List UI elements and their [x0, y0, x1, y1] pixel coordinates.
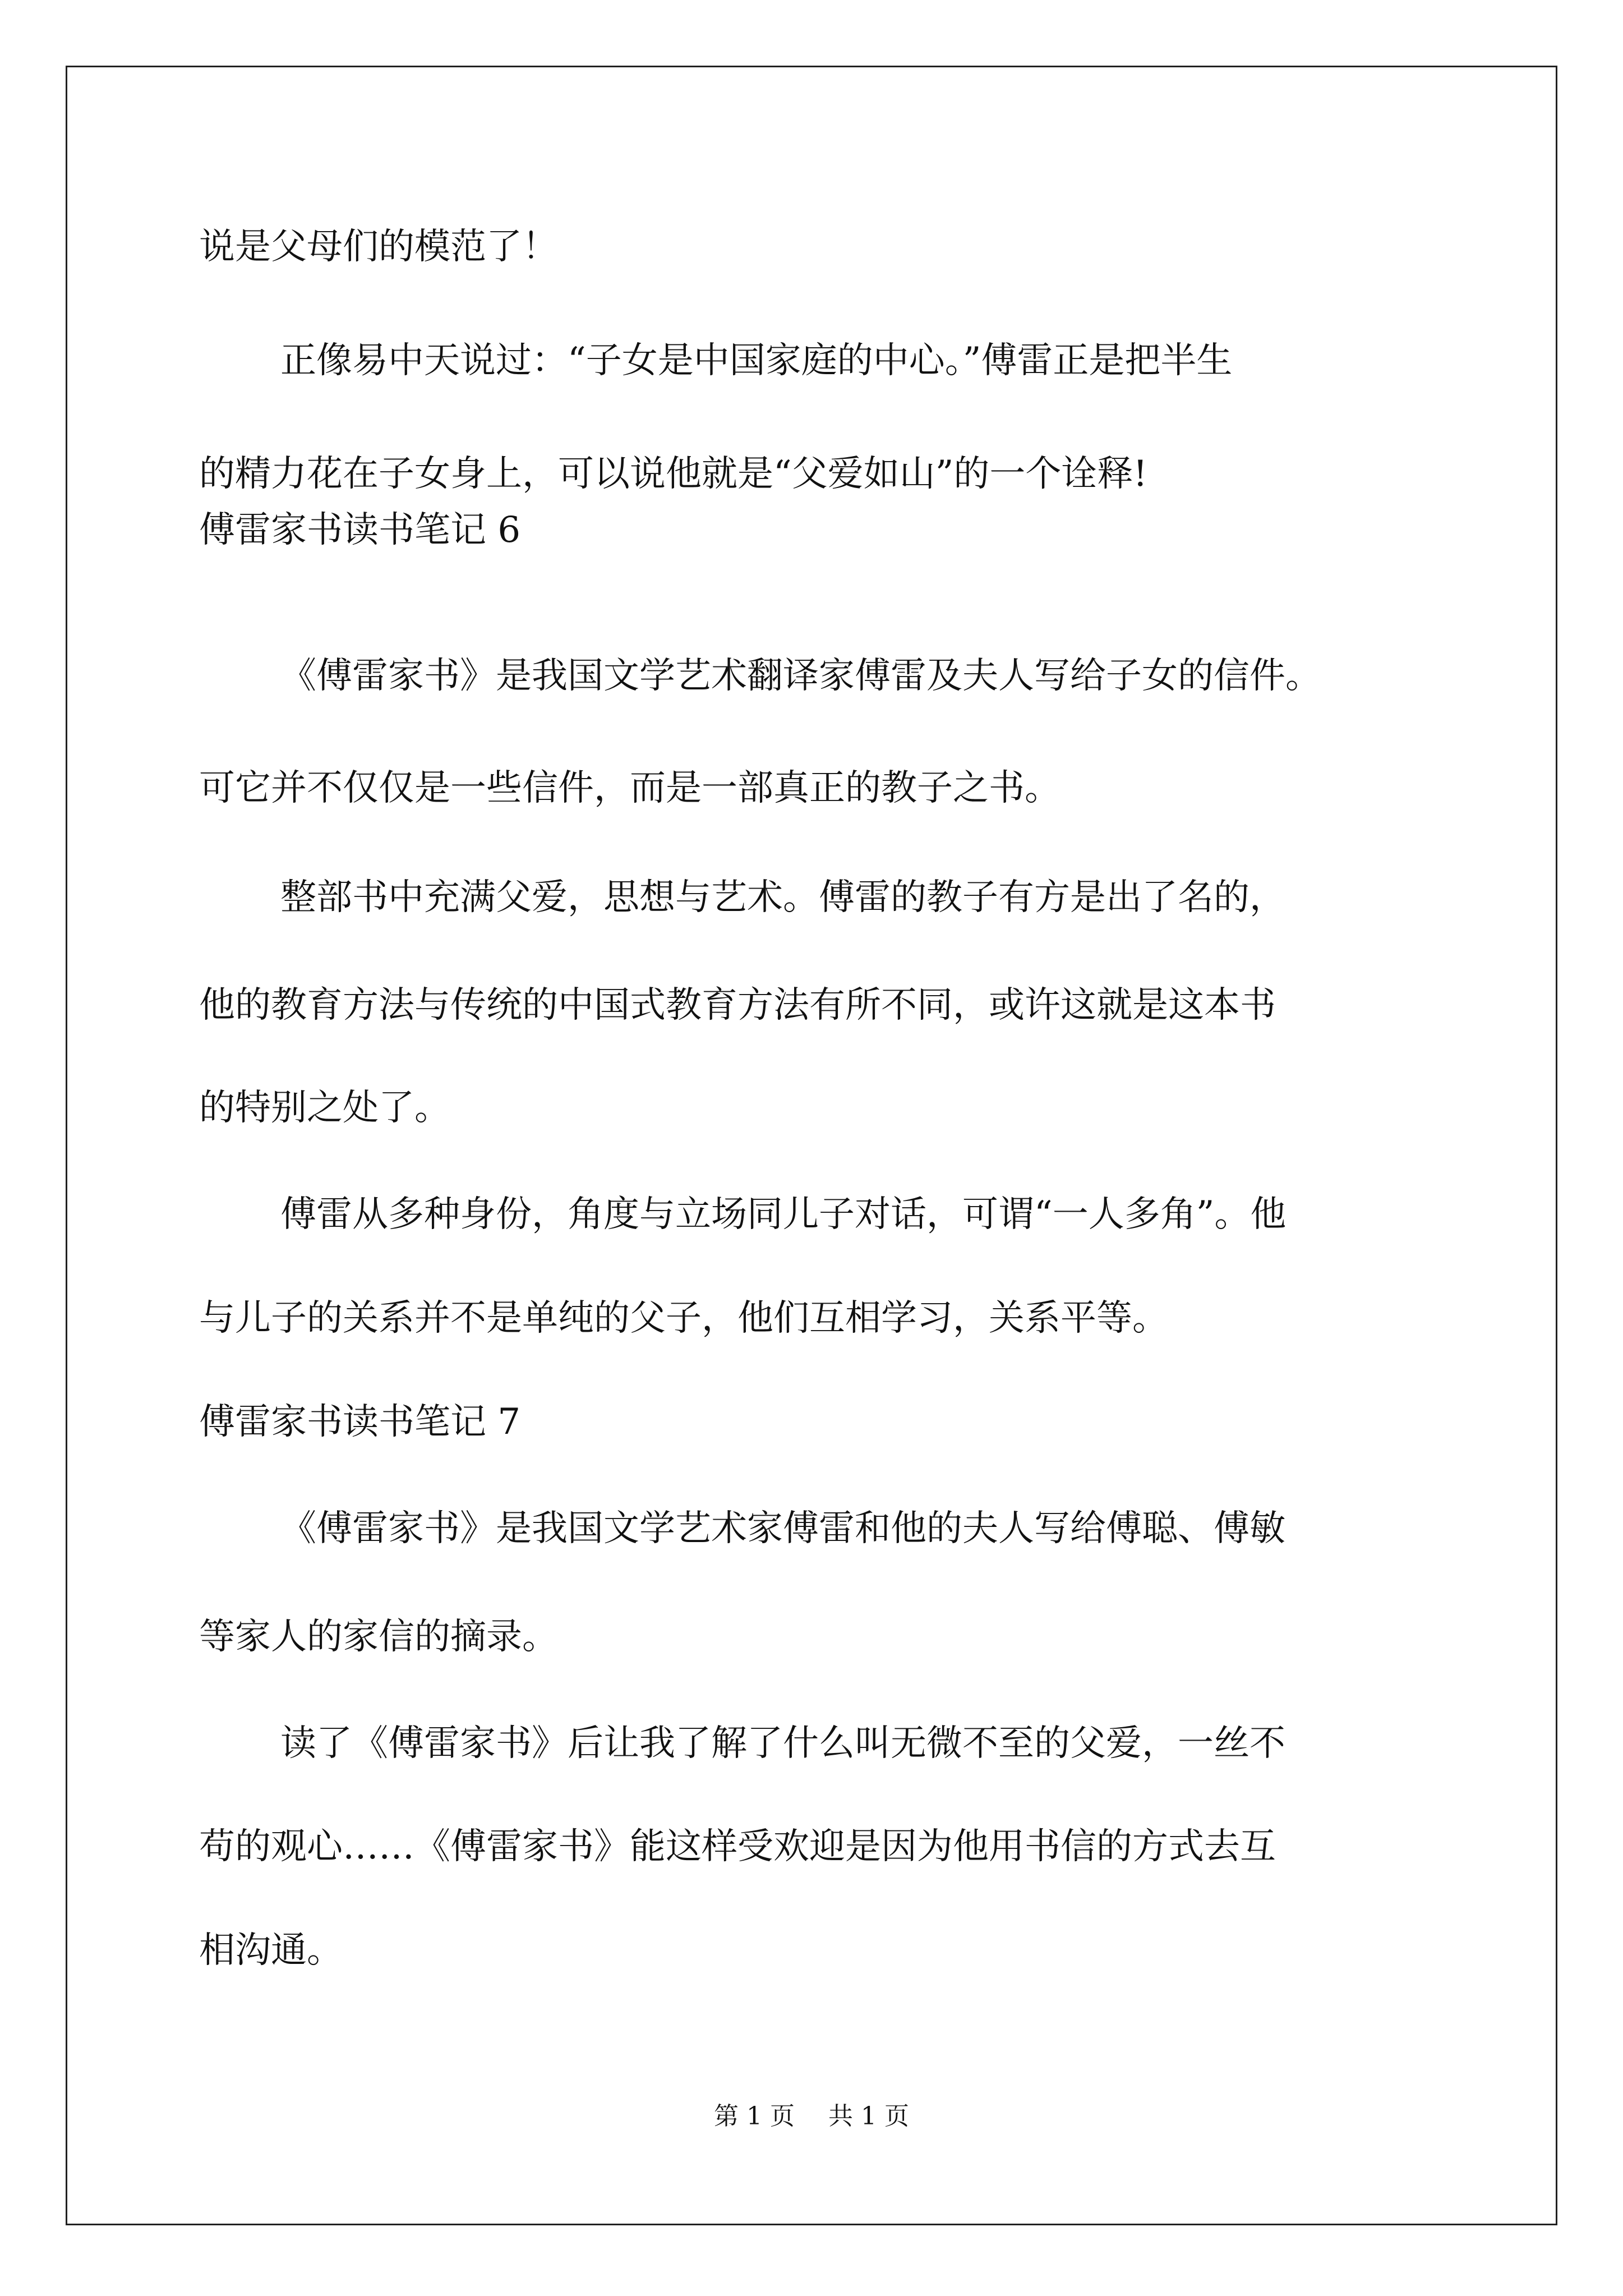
text-line: 读了《傅雷家书》后让我了解了什么叫无微不至的父爱，一丝不 [280, 1723, 1285, 1764]
text-line: 与儿子的关系并不是单纯的父子，他们互相学习，关系平等。 [199, 1297, 1168, 1339]
text-line: 可它并不仅仅是一些信件，而是一部真正的教子之书。 [199, 767, 1061, 809]
text-line: 的精力花在子女身上，可以说他就是“父爱如山”的一个诠释! [199, 453, 1148, 495]
page-number: 第 1 页 [714, 2102, 795, 2131]
text-line: 《傅雷家书》是我国文学艺术翻译家傅雷及夫人写给子女的信件。 [280, 655, 1321, 697]
text-line: 《傅雷家书》是我国文学艺术家傅雷和他的夫人写给傅聪、傅敏 [280, 1508, 1285, 1549]
page-border [66, 66, 1557, 2225]
text-line: 相沟通。 [199, 1930, 343, 1971]
text-line: 他的教育方法与传统的中国式教育方法有所不同，或许这就是这本书 [199, 984, 1276, 1026]
text-line: 整部书中充满父爱，思想与艺术。傅雷的教子有方是出了名的， [280, 877, 1285, 918]
text-line: 等家人的家信的摘录。 [199, 1616, 558, 1658]
text-line: 傅雷从多种身份，角度与立场同儿子对话，可谓“一人多角”。他 [280, 1194, 1287, 1235]
section-heading: 傅雷家书读书笔记 7 [199, 1401, 521, 1443]
text-line: 的特别之处了。 [199, 1087, 450, 1129]
text-line: 说是父母们的模范了！ [199, 226, 558, 268]
page-footer [0, 2101, 1623, 2132]
text-line: 正像易中天说过：“子女是中国家庭的中心。”傅雷正是把半生 [280, 340, 1233, 381]
text-line: 苟的观心……《傅雷家书》能这样受欢迎是因为他用书信的方式去互 [199, 1826, 1276, 1867]
page-total: 共 1 页 [828, 2102, 909, 2131]
section-heading: 傅雷家书读书笔记 6 [199, 509, 521, 551]
